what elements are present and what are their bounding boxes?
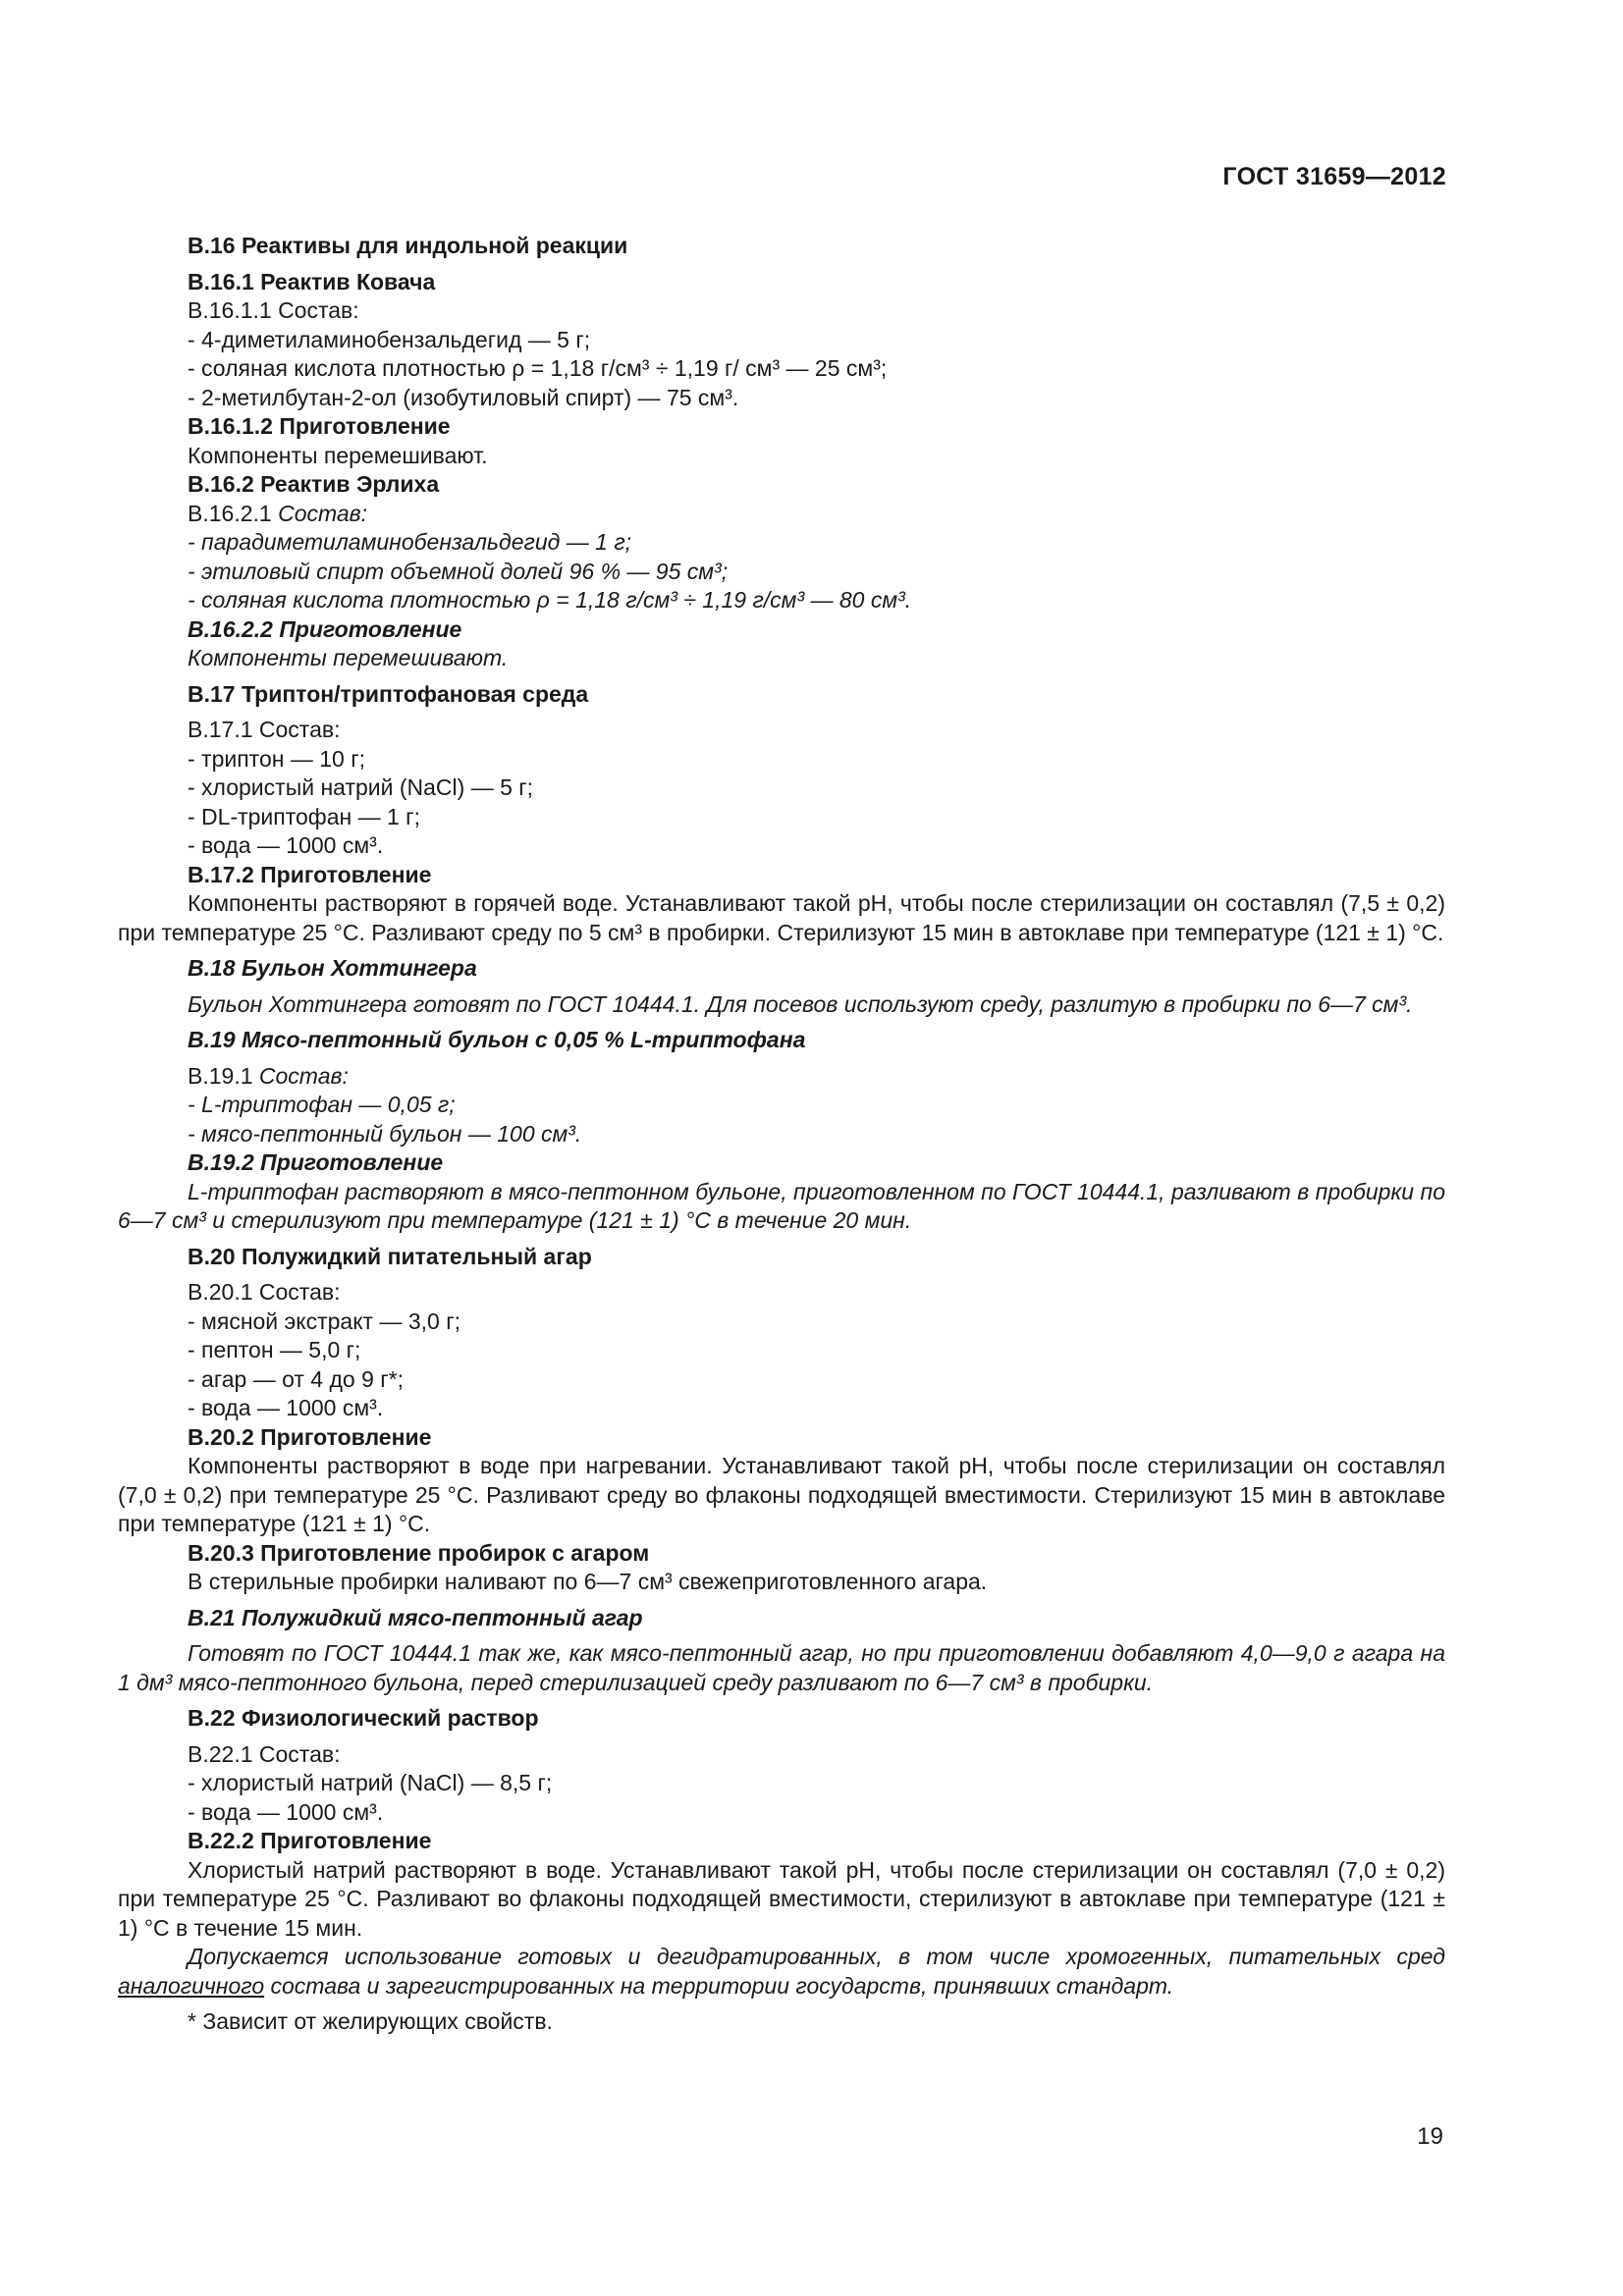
section-b161-title: В.16.1 Реактив Ковача: [188, 268, 436, 294]
list-item: - мясной экстракт — 3,0 г;: [188, 1308, 460, 1334]
list-item: - хлористый натрий (NaCl) — 8,5 г;: [188, 1770, 553, 1795]
list-item: - вода — 1000 см³.: [188, 1798, 384, 1825]
section-b18-title: В.18 Бульон Хоттингера: [188, 955, 477, 981]
list-item: - соляная кислота плотностью ρ = 1,18 г/см³ ÷ 1,19 г/см³ — 80 см³.: [188, 587, 912, 613]
list-item: - пептон — 5,0 г;: [188, 1337, 361, 1362]
list-item: - соляная кислота плотностью ρ = 1,18 г/см³ ÷ 1,19 г/ см³ — 25 см³;: [188, 355, 888, 381]
b162-composition-number: В.16.2.1: [188, 500, 279, 526]
note-part-2: состава и зарегистрированных на территории государств, принявших стандарт.: [264, 1972, 1174, 1999]
footnote: * Зависит от желирующих свойств.: [188, 2008, 553, 2034]
b202-prep-text: Компоненты растворяют в воде при нагревании. Устанавливают такой pH, чтобы после стерилизации он составлял (7,0 ± 0,2) при температуре 25 °С. Разливают среду во флаконы подходящей вместимости. Стерилизуют 15 мин в автоклаве при температуре (121 ± 1) °С.: [118, 1453, 1445, 1536]
list-item: - L-триптофан — 0,05 г;: [188, 1092, 456, 1117]
list-item: - 2-метилбутан-2-ол (изобутиловый спирт) — 75 см³.: [188, 384, 739, 410]
section-b17-title: В.17 Триптон/триптофановая среда: [188, 680, 589, 707]
b222-prep-title: В.22.2 Приготовление: [188, 1828, 432, 1853]
b17-composition-label: В.17.1 Состав:: [188, 717, 341, 742]
document-id: ГОСТ 31659—2012: [1222, 163, 1446, 190]
b20-composition-label: В.20.1 Состав:: [188, 1279, 341, 1305]
b203-text: В стерильные пробирки наливают по 6—7 см³ свежеприготовленного агара.: [188, 1569, 988, 1594]
document-body: [118, 232, 1445, 2037]
b162-composition-word: Состав:: [278, 500, 368, 526]
b1612-prep-title: В.16.1.2 Приготовление: [188, 413, 451, 439]
b172-prep-title: В.17.2 Приготовление: [188, 861, 432, 887]
list-item: - вода — 1000 см³.: [188, 832, 384, 858]
list-item: - мясо-пептонный бульон — 100 см³.: [188, 1120, 582, 1147]
b203-title: В.20.3 Приготовление пробирок с агаром: [188, 1539, 650, 1566]
list-item: - DL-триптофан — 1 г;: [188, 803, 420, 829]
list-item: - парадиметиламинобензальдегид — 1 г;: [188, 529, 632, 555]
b172-prep-text: Компоненты растворяют в горячей воде. Устанавливают такой pH, чтобы после стерилизации он составлял (7,5 ± 0,2) при температуре 25 °С. Разливают среду по 5 см³ в пробирки. Стерилизуют 15 мин в автоклаве при температуре (121 ± 1) °С.: [118, 890, 1445, 945]
note-part-1: Допускается использование готовых и дегидратированных, в том числе хромогенных, питательных сред: [188, 1944, 1445, 1969]
b161-composition-label: В.16.1.1 Состав:: [188, 297, 359, 323]
section-b16-title: В.16 Реактивы для индольной реакции: [188, 233, 628, 258]
b192-prep-title: В.19.2 Приготовление: [188, 1149, 444, 1175]
list-item: - этиловый спирт объемной долей 96 % — 95 см³;: [188, 558, 729, 584]
b19-composition-label: [118, 1062, 1445, 1092]
list-item: - агар — от 4 до 9 г*;: [188, 1365, 404, 1392]
b19-composition-word: Состав:: [258, 1062, 349, 1089]
page-number: 19: [1417, 2123, 1443, 2150]
note-underlined: аналогичного: [118, 1972, 265, 1999]
list-item: - триптон — 10 г;: [188, 745, 365, 772]
b192-prep-text: L-триптофан растворяют в мясо-пептонном бульоне, приготовленном по ГОСТ 10444.1, разливают в пробирки по 6—7 см³ и стерилизуют при температуре (121 ± 1) °С в течение 20 мин.: [118, 1178, 1445, 1233]
list-item: - 4-диметиламинобензальдегид — 5 г;: [188, 326, 591, 352]
b1612-prep-text: Компоненты перемешивают.: [188, 442, 488, 468]
media-note: [118, 1943, 1445, 2001]
b22-composition-label: В.22.1 Состав:: [188, 1740, 341, 1767]
section-b19-title: В.19 Мясо-пептонный бульон с 0,05 % L-триптофана: [188, 1027, 806, 1052]
b1622-prep-text: Компоненты перемешивают.: [188, 645, 509, 670]
b1622-prep-title: В.16.2.2 Приготовление: [188, 615, 462, 642]
b222-prep-text: Хлористый натрий растворяют в воде. Устанавливают такой pH, чтобы после стерилизации он составлял (7,0 ± 0,2) при температуре 25 °С. Разливают во флаконы подходящей вместимости, стерилизуют в автоклаве при температуре (121 ± 1) °С в течение 15 мин.: [118, 1856, 1445, 1941]
section-b20-title: В.20 Полужидкий питательный агар: [188, 1243, 592, 1269]
b18-text: Бульон Хоттингера готовят по ГОСТ 10444.1. Для посевов используют среду, разлитую в пробирки по 6—7 см³.: [188, 990, 1413, 1017]
list-item: - вода — 1000 см³.: [188, 1395, 384, 1420]
section-b162-title: В.16.2 Реактив Эрлиха: [188, 471, 440, 497]
b21-text: Готовят по ГОСТ 10444.1 так же, как мясо-пептонный агар, но при приготовлении добавляют 4,0—9,0 г агара на 1 дм³ мясо-пептонного бульона, перед стерилизацией среду разливают по 6—7 см³ в пробирки.: [118, 1640, 1445, 1695]
b162-composition-label: [118, 500, 1445, 529]
b19-composition-number: В.19.1: [188, 1062, 259, 1089]
section-b21-title: В.21 Полужидкий мясо-пептонный агар: [188, 1604, 643, 1630]
section-b22-title: В.22 Физиологический раствор: [188, 1705, 539, 1731]
b202-prep-title: В.20.2 Приготовление: [188, 1423, 432, 1450]
list-item: - хлористый натрий (NaCl) — 5 г;: [188, 774, 534, 800]
